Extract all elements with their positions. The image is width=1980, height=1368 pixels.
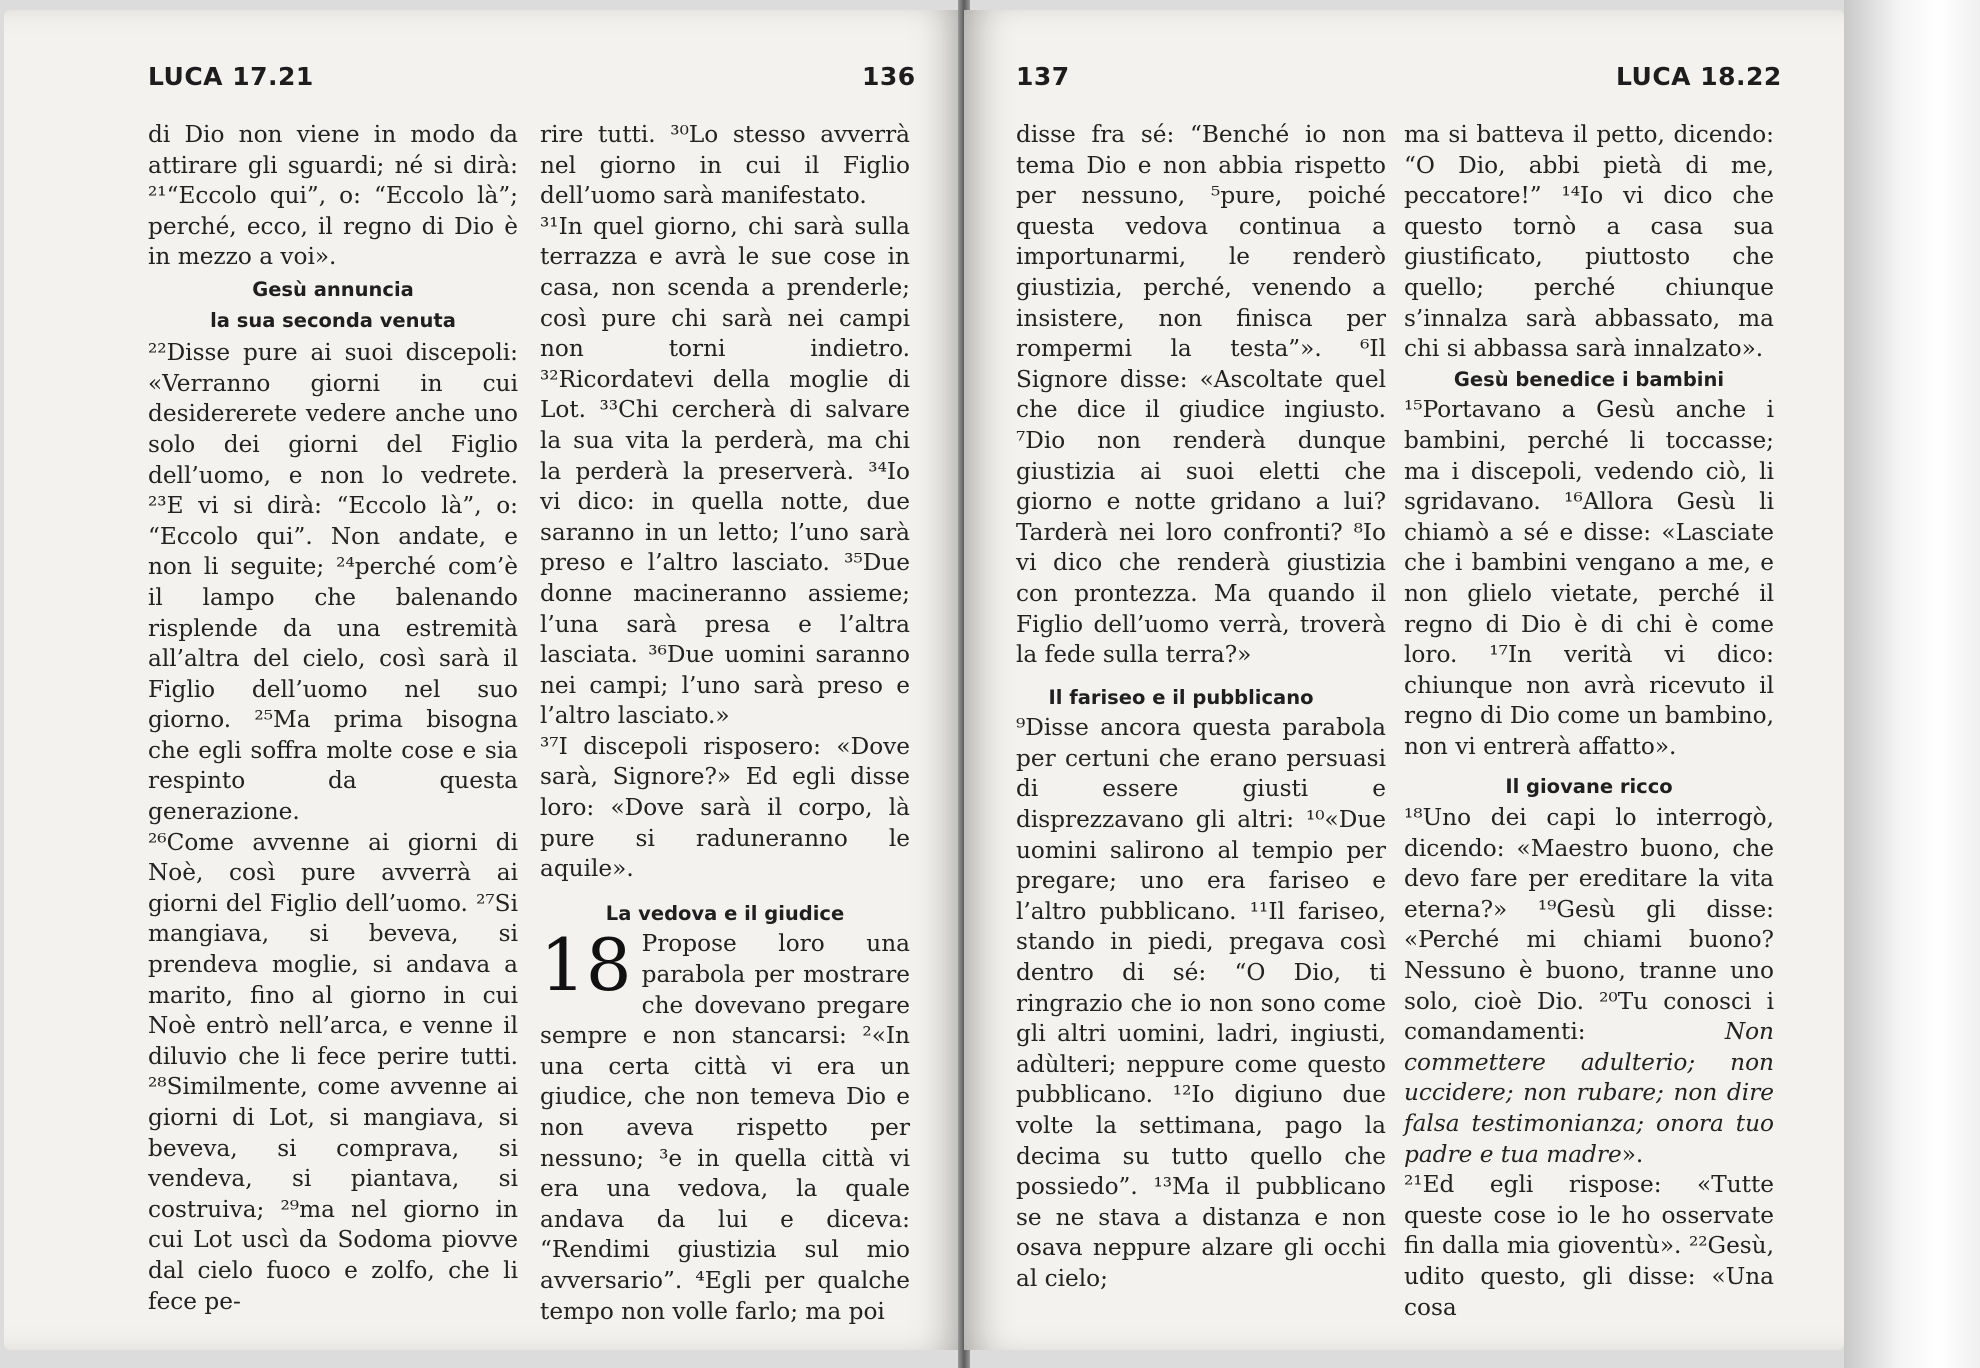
running-head-right: LUCA 18.22 bbox=[1616, 62, 1782, 91]
paragraph: ³⁷I discepoli risposero: «Dove sarà, Signore?» Ed egli disse loro: «Dove sarà il corpo, là pure si raduneranno le aquile». bbox=[540, 732, 910, 883]
section-heading: Il giovane ricco bbox=[1505, 775, 1673, 799]
paragraph: ⁹Disse ancora questa parabola per certuni che erano persuasi di essere giusti e disprezzavano gli altri: ¹⁰«Due uomini salirono al tempio per pregare; uno era fariseo e l’altro pubblicano. ¹¹Il fariseo, stando in piedi, pregava così dentro di sé: “O Dio, ti ringrazio che io non sono come gli altri uomini, ladri, ingiusti, adùlteri; neppure come questo pubblicano. ¹²Io digiuno due volte la settimana, pago la decima su tutto quello che possiedo”. ¹³Ma il pubblicano se ne stava a distanza e non osava neppure alzare gli occhi al cielo; bbox=[1016, 714, 1386, 1292]
heading-line: la sua seconda venuta bbox=[210, 308, 456, 332]
left-column-2 bbox=[540, 120, 910, 1327]
section-heading bbox=[148, 273, 518, 338]
left-page bbox=[4, 10, 962, 1350]
paragraph-text: Propose loro una parabola per mostrare che dovevano pregare sempre e non stancarsi: ²«In una certa città vi era un giudice, che non temeva Dio e non aveva rispetto per nessuno; ³e in quella città vi era una vedova, la quale andava da lui e diceva: “Rendimi giustizia sul mio avversario”. ⁴Egli per qualche tempo non volle farlo; ma poi bbox=[540, 930, 910, 1325]
quoted-commandments: Non commettere adulterio; non uccidere; non rubare; non dire falsa testimonianza; onora tuo padre e tua madre bbox=[1404, 1018, 1774, 1168]
right-page bbox=[964, 10, 1844, 1350]
book-page-edges bbox=[1844, 0, 1980, 1368]
page-number-left: 136 bbox=[862, 62, 916, 91]
section-heading: Gesù benedice i bambini bbox=[1453, 367, 1725, 391]
paragraph: ¹⁵Portavano a Gesù anche i bambini, perché li toccasse; ma i discepoli, vedendo ciò, li sgridavano. ¹⁶Allora Gesù li chiamò a sé e disse: «Lasciate che i bambini vengano a me, e non glielo vietate, perché il regno di Dio è di chi è come loro. ¹⁷In verità vi dico: chiunque non avrà ricevuto il regno di Dio come un bambino, non vi entrerà affatto». bbox=[1404, 396, 1774, 760]
paragraph: ²⁶Come avvenne ai giorni di Noè, così pure avverrà ai giorni del Figlio dell’uomo. ²⁷Si mangiava, si beveva, si prendeva moglie, si andava a marito, fino al giorno in cui Noè entrò nell’arca, e venne il diluvio che li fece perire tutti. ²⁸Similmente, come avvenne ai giorni di Lot, si mangiava, si beveva, si comprava, si vendeva, si piantava, si costruiva; ²⁹ma nel giorno in cui Lot uscì da Sodoma piovve dal cielo fuoco e zolfo, che li fece pe- bbox=[148, 828, 518, 1315]
section-heading: La vedova e il giudice bbox=[605, 901, 845, 925]
section-heading: Il fariseo e il pubblicano bbox=[1048, 685, 1314, 709]
left-column-1 bbox=[148, 120, 518, 1317]
paragraph: rire tutti. ³⁰Lo stesso avverrà nel giorno in cui il Figlio dell’uomo sarà manifestato. bbox=[540, 121, 910, 210]
right-column-1 bbox=[1016, 120, 1386, 1295]
paragraph-chapter-start bbox=[540, 923, 910, 1327]
paragraph: disse fra sé: “Benché io non tema Dio e non abbia rispetto per nessuno, ⁵pure, poiché questa vedova continua a importunarmi, le renderò giustizia, perché, venendo a insistere, non finisca per rompermi la testa”». ⁶Il Signore disse: «Ascoltate quel che dice il giudice ingiusto. ⁷Dio non renderà dunque giustizia ai suoi eletti che giorno e notte gridano a lui? Tarderà nei loro confronti? ⁸Io vi dico che renderà giustizia con prontezza. Ma quando il Figlio dell’uomo verrà, troverà la fede sulla terra?» bbox=[1016, 121, 1386, 669]
heading-line: Gesù annuncia bbox=[252, 277, 414, 301]
chapter-number: 18 bbox=[540, 923, 632, 1008]
paragraph bbox=[1404, 803, 1774, 1170]
paragraph-text: ». bbox=[1621, 1140, 1644, 1168]
paragraph: di Dio non viene in modo da attirare gli sguardi; né si dirà: ²¹“Eccolo qui”, o: “Eccolo là”; perché, ecco, il regno di Dio è in mezzo a voi». bbox=[148, 121, 518, 271]
right-column-2 bbox=[1404, 120, 1774, 1323]
paragraph: ³¹In quel giorno, chi sarà sulla terrazza e avrà le sue cose in casa, non scenda a prenderle; così pure chi sarà nei campi non torni indietro. ³²Ricordatevi della moglie di Lot. ³³Chi cercherà di salvare la sua vita la perderà, ma chi la perderà la preserverà. ³⁴Io vi dico: in quella notte, due saranno in un letto; l’uno sarà preso e l’altro lasciato. ³⁵Due donne macineranno assieme; l’una sarà presa e l’altra lasciata. ³⁶Due uomini saranno nei campi; l’uno sarà preso e l’altro lasciato.» bbox=[540, 212, 910, 730]
paragraph: ma si batteva il petto, dicendo: “O Dio, abbi pietà di me, peccatore!” ¹⁴Io vi dico che questo tornò a casa sua giustificato, piuttosto che quello; perché chiunque s’innalza sarà abbassato, ma chi si abbassa sarà innalzato». bbox=[1404, 121, 1774, 363]
paragraph: ²¹Ed egli rispose: «Tutte queste cose io le ho osservate fin dalla mia gioventù». ²²Gesù, udito questo, gli disse: «Una cosa bbox=[1404, 1171, 1774, 1321]
paragraph: ²²Disse pure ai suoi discepoli: «Verranno giorni in cui desidererete vedere anche uno solo dei giorni del Figlio dell’uomo, e non lo vedrete. ²³E vi si dirà: “Eccolo là”, o: “Eccolo qui”. Non andate, e non li seguite; ²⁴perché com’è il lampo che balenando risplende da una estremità all’altra del cielo, così sarà il Figlio dell’uomo nel suo giorno. ²⁵Ma prima bisogna che egli soffra molte cose e sia respinto da questa generazione. bbox=[148, 339, 518, 826]
page-number-right: 137 bbox=[1016, 62, 1070, 91]
running-head-left: LUCA 17.21 bbox=[148, 62, 314, 91]
paragraph-text: ¹⁸Uno dei capi lo interrogò, dicendo: «Maestro buono, che devo fare per ereditare la vita eterna?» ¹⁹Gesù gli disse: «Perché mi chiami buono? Nessuno è buono, tranne uno solo, cioè Dio. ²⁰Tu conosci i comandamenti: bbox=[1404, 804, 1774, 1046]
